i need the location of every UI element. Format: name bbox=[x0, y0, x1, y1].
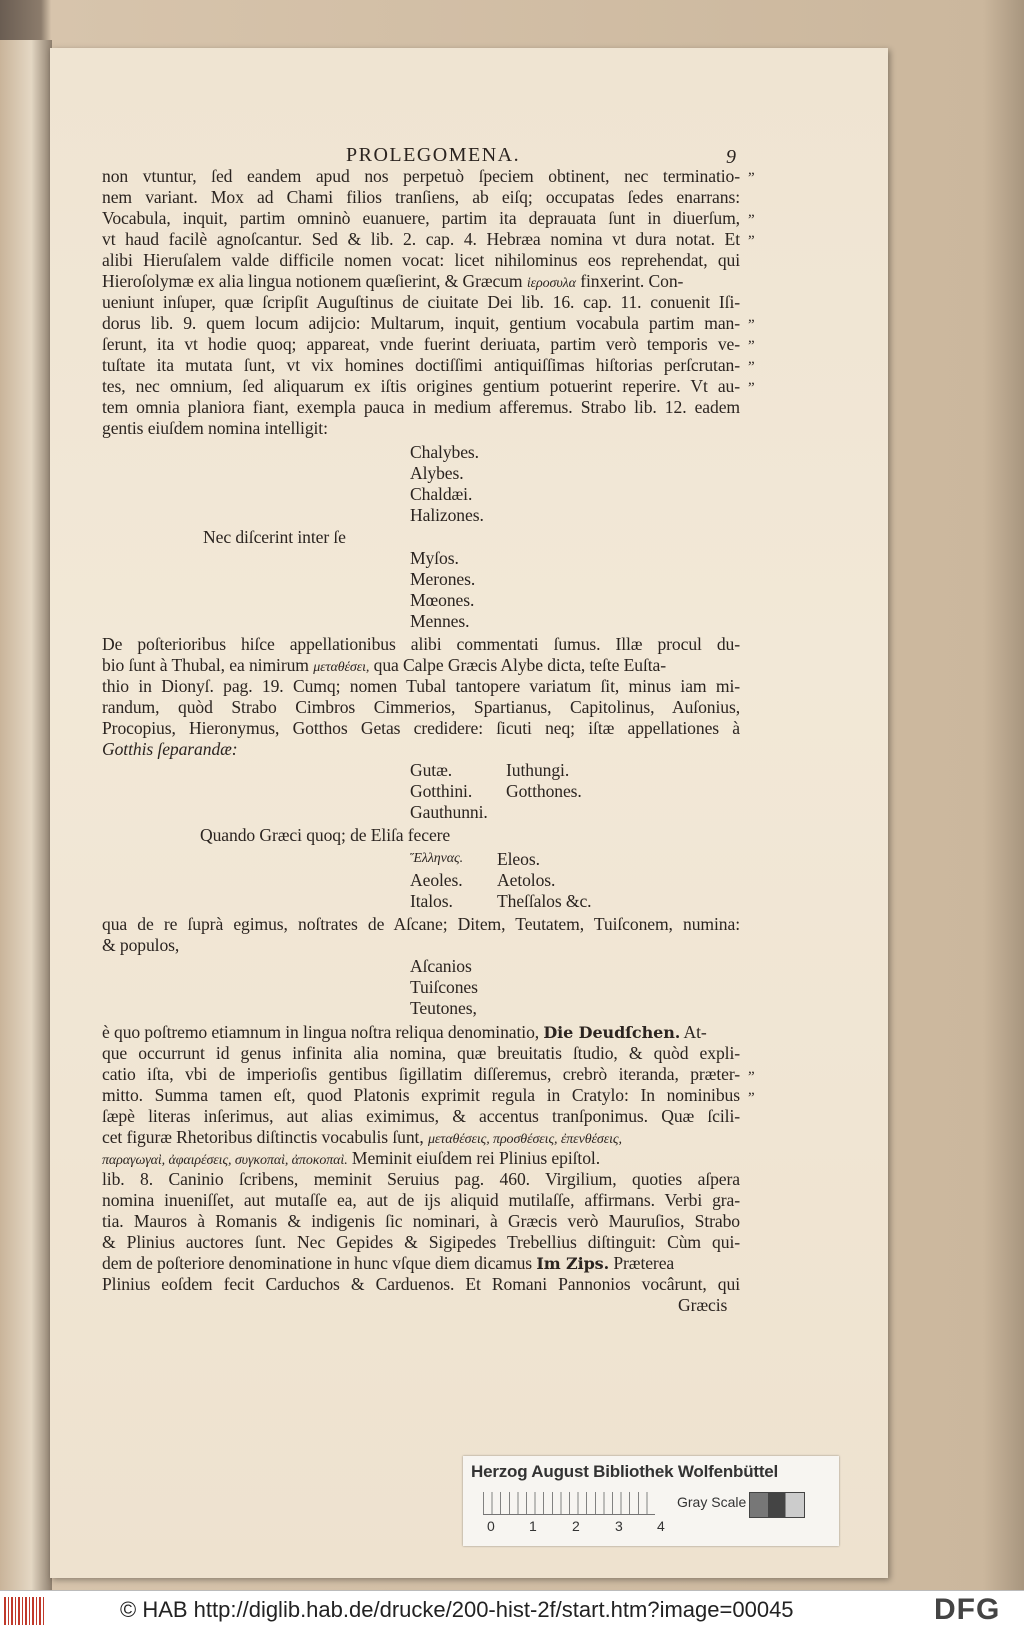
text-line: alibi Hieruſalem valde difficile nomen vocat: licet nihilominus eos reprehendat, qui bbox=[102, 250, 740, 270]
list-item: Alybes. bbox=[410, 463, 464, 483]
library-color-label bbox=[463, 1456, 839, 1546]
text-fragment: dem de poſteriore denominatione in hunc vſque diem dicamus bbox=[102, 1253, 533, 1273]
quote-mark: ” bbox=[748, 212, 755, 228]
list-item: Aetolos. bbox=[497, 870, 556, 890]
list-item: Aeoles. bbox=[410, 870, 463, 890]
list-item: Merones. bbox=[410, 569, 476, 589]
list-item: Gauthunni. bbox=[410, 802, 488, 822]
viewer-footer bbox=[0, 1590, 1024, 1630]
list-item: Theſſalos &c. bbox=[497, 891, 592, 911]
gray-scale-swatch bbox=[749, 1492, 805, 1518]
text-line: gentis eiuſdem nomina intelligit: bbox=[102, 418, 328, 438]
footer-link[interactable]: © HAB http://diglib.hab.de/drucke/200-hist-2f/start.htm?image=00045 bbox=[120, 1597, 794, 1622]
list-item: Eleos. bbox=[497, 849, 540, 869]
greek-words: παραγωγαὶ, ἀφαιρέσεις, συγκοπαὶ, ἀποκοπαὶ. bbox=[102, 1153, 348, 1168]
quote-mark: ” bbox=[748, 338, 755, 354]
scale-number: 1 bbox=[529, 1518, 537, 1534]
text-line: catio iſta, vbi de imperioſis gentibus ſigillatim diſſeremus, crebrò iteranda, præter- bbox=[102, 1064, 740, 1084]
list-item: Aſcanios bbox=[410, 956, 472, 976]
quote-mark: ” bbox=[748, 233, 755, 249]
quote-mark: ” bbox=[748, 317, 755, 333]
running-header: PROLEGOMENA. bbox=[346, 144, 521, 166]
scale-number: 4 bbox=[657, 1518, 665, 1534]
indented-line: Nec diſcerint inter ſe bbox=[203, 527, 346, 547]
list-item: Gotthones. bbox=[506, 781, 582, 801]
text-line bbox=[102, 1148, 600, 1169]
greek-word: μεταθέσει, bbox=[313, 660, 370, 675]
text-line: & populos, bbox=[102, 935, 180, 955]
text-line: ueniunt inſuper, quæ ſcripſit Auguſtinus de ciuitate Dei lib. 16. cap. 11. conuenit Iſi- bbox=[102, 292, 740, 312]
list-item: Mennes. bbox=[410, 611, 470, 631]
text-fragment: Præterea bbox=[613, 1253, 675, 1273]
list-item: Gotthini. bbox=[410, 781, 473, 801]
text-line: thio in Dionyſ. pag. 19. Cumq; nomen Tubal tantopere variatum ſit, minus iam mi- bbox=[102, 676, 740, 696]
label-title: Herzog August Bibliothek Wolfenbüttel bbox=[471, 1462, 779, 1481]
quote-mark: ” bbox=[748, 359, 755, 375]
text-fragment: finxerint. Con- bbox=[580, 271, 684, 291]
text-line: nomina inueniſſet, aut mutaſſe ea, aut de ijs aliquid mutilaſſe, affirmans. Verbi gra- bbox=[102, 1190, 740, 1210]
page-number: 9 bbox=[726, 146, 736, 168]
text-line: tia. Mauros à Romanis & indigenis ſic nominari, à Græcis verò Mauruſios, Strabo bbox=[102, 1211, 740, 1231]
text-line: lib. 8. Caninio ſcribens, meminit Seruius pag. 460. Virgilium, quoties aſpera bbox=[102, 1169, 740, 1189]
text-fragment: è quo poſtremo etiamnum in lingua noſtra reliqua denominatio, bbox=[102, 1022, 540, 1042]
dfg-logo: DFG bbox=[934, 1593, 1001, 1626]
text-line bbox=[102, 1127, 622, 1148]
text-line: De poſterioribus hiſce appellationibus alibi commentati ſumus. Illæ procul du- bbox=[102, 634, 740, 654]
list-item: Halizones. bbox=[410, 505, 484, 525]
scale-ruler bbox=[483, 1492, 655, 1515]
list-item: Ἕλληνας. bbox=[410, 851, 463, 866]
text-line: ſæpè literas inſerimus, aut alias eximimus, & accentus tranſponimus. Quæ ſcili- bbox=[102, 1106, 740, 1126]
text-line: qua de re ſuprà egimus, noſtrates de Aſcane; Ditem, Teutatem, Tuiſconem, numina: bbox=[102, 914, 740, 934]
text-line: tuſtate ita mutata ſunt, vt vix homines doctiſſimi antiquiſſimas hiſtorias perſcrutan- bbox=[102, 355, 740, 375]
text-line: tes, nec omnium, ſed aliquarum ex iſtis origines gentium potuerint reperire. Vt au- bbox=[102, 376, 740, 396]
list-item: Chaldæi. bbox=[410, 484, 473, 504]
hab-logo-icon bbox=[4, 1597, 44, 1625]
text-line bbox=[102, 1253, 674, 1274]
indented-line: Quando Græci quoq; de Eliſa fecere bbox=[200, 825, 451, 845]
list-item: Tuiſcones bbox=[410, 977, 478, 997]
quote-mark: ” bbox=[748, 1090, 755, 1106]
catchword: Græcis bbox=[678, 1295, 728, 1315]
text-line: ſerunt, ita vt hodie quoq; appareat, vnde fuerint deriuata, partim verò temporis ve- bbox=[102, 334, 740, 354]
list-item: Myſos. bbox=[410, 548, 459, 568]
text-line: non vtuntur, ſed eandem apud nos perpetuò ſpeciem obtinent, nec terminatio- bbox=[102, 166, 740, 186]
text-line bbox=[102, 655, 666, 676]
text-line: Procopius, Hieronymus, Gotthos Getas credidere: ſicuti neq; iſtæ appellationes à bbox=[102, 718, 740, 738]
list-item: Iuthungi. bbox=[506, 760, 570, 780]
quote-mark: ” bbox=[748, 170, 755, 186]
blackletter-word: Die Deudſchen. bbox=[543, 1023, 681, 1042]
adjacent-page-edge bbox=[0, 40, 52, 1590]
text-line: & Plinius auctores ſunt. Nec Gepides & Sigipedes Trebellius diſtinguit: Cùm qui- bbox=[102, 1232, 740, 1252]
text-fragment: cet figuræ Rhetoribus diſtinctis vocabulis ſunt, bbox=[102, 1127, 424, 1147]
scale-number: 0 bbox=[487, 1518, 495, 1534]
list-item: Chalybes. bbox=[410, 442, 479, 462]
quote-mark: ” bbox=[748, 1069, 755, 1085]
text-fragment: qua Calpe Græcis Alybe dicta, teſte Euſta- bbox=[373, 655, 666, 675]
text-line: randum, quòd Strabo Cimbros Cimmerios, Spartianus, Capitolinus, Auſonius, bbox=[102, 697, 740, 717]
greek-word: ἱεροσυλα bbox=[526, 276, 576, 291]
text-line bbox=[102, 1022, 707, 1043]
scale-number: 3 bbox=[615, 1518, 623, 1534]
text-line: nem variant. Mox ad Chami filios tranſiens, ab eiſq; occupatas ſedes enarrans: bbox=[102, 187, 740, 207]
text-line: Vocabula, inquit, partim omninò euanuere, partim ita deprauata ſunt in diuerſum, bbox=[102, 208, 740, 228]
text-line: dorus lib. 9. quem locum adijcio: Multarum, inquit, gentium vocabula partim man- bbox=[102, 313, 740, 333]
scale-number: 2 bbox=[572, 1518, 580, 1534]
text-line: que occurrunt id genus infinita alia nomina, quæ breuitatis ſtudio, & quòd expli- bbox=[102, 1043, 740, 1063]
text-line bbox=[102, 271, 683, 292]
text-line: Gotthis ſeparandæ: bbox=[102, 739, 238, 759]
greek-words: μεταθέσεις, προσθέσεις, ἐπενθέσεις, bbox=[427, 1132, 622, 1147]
blackletter-word: Im Zips. bbox=[536, 1254, 610, 1273]
text-line: mitto. Summa tamen eſt, quod Platonis exprimit regula in Cratylo: In nominibus bbox=[102, 1085, 740, 1105]
list-item: Mœones. bbox=[410, 590, 475, 610]
quote-mark: ” bbox=[748, 380, 755, 396]
text-line: tem omnia planiora fiant, exempla pauca in medium afferemus. Strabo lib. 12. eadem bbox=[102, 397, 740, 417]
list-item: Italos. bbox=[410, 891, 453, 911]
text-fragment: Meminit eiuſdem rei Plinius epiſtol. bbox=[351, 1148, 600, 1168]
list-item: Teutones, bbox=[410, 998, 477, 1018]
text-fragment: Hieroſolymæ ex alia lingua notionem quæſierint, & Græcum bbox=[102, 271, 523, 291]
text-fragment: At- bbox=[683, 1022, 707, 1042]
list-item: Gutæ. bbox=[410, 760, 453, 780]
text-line: Plinius eoſdem fecit Carduchos & Carduenos. Et Romani Pannonios vocârunt, qui bbox=[102, 1274, 740, 1294]
gray-scale-label: Gray Scale bbox=[677, 1494, 747, 1510]
text-line: vt haud facilè agnoſcantur. Sed & lib. 2. cap. 4. Hebræa nomina vt dura notat. Et bbox=[102, 229, 740, 249]
text-fragment: bio ſunt à Thubal, ea nimirum bbox=[102, 655, 309, 675]
